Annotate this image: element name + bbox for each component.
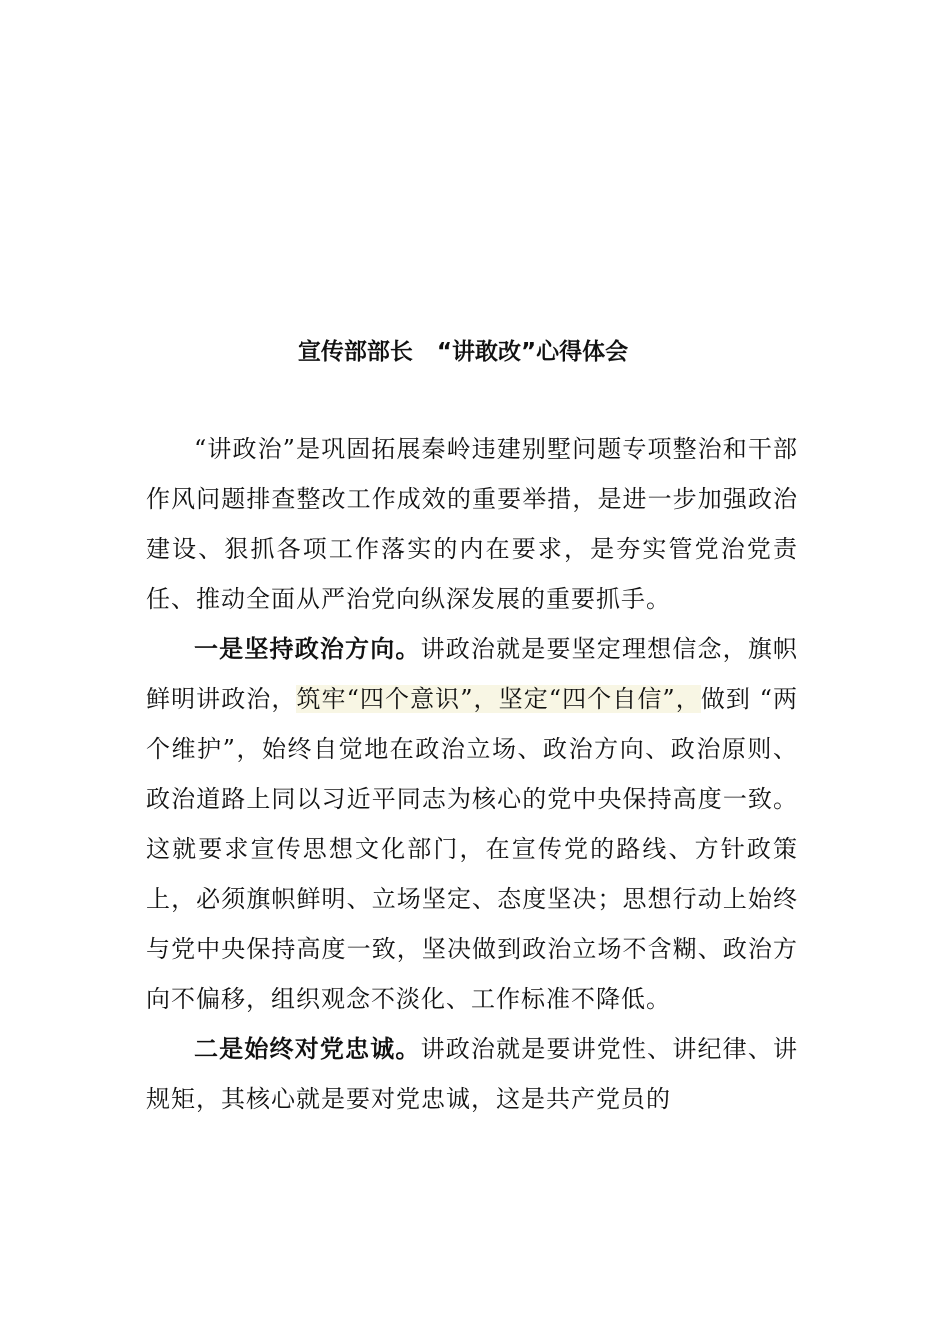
paragraph-intro [146,424,798,624]
document-title: 宣传部部长 “讲敢改”心得体会 [297,339,629,365]
document-body [146,424,798,1124]
paragraph-lead-loyalty: 二是始终对党忠诚。 [194,1035,421,1063]
paragraph-political-direction [146,624,798,1024]
paragraph-intro-text: “讲政治”是巩固拓展秦岭违建别墅问题专项整治和干部作风问题排查整改工作成效的重要举措，是进一步加强政治建设、狠抓各项工作落实的内在要求，是夯实管党治党责任、推动全面从严治党向纵深发展的重要抓手。 [146,435,798,613]
paragraph-lead-political-direction: 一是坚持政治方向。 [194,635,421,663]
paragraph-text-before-highlight: 讲政治就是要坚定理想信念，旗帜鲜明讲政治， [146,635,799,713]
paragraph-loyalty [146,1024,798,1124]
highlighted-text: 筑牢“四个意识”，坚定“四个自信”， [296,685,701,713]
paragraph-text-after-highlight: 做到 “两个维护”，始终自觉地在政治立场、政治方向、政治原则、政治道路上同以习近平同志为核心的党中央保持高度一致。这就要求宣传思想文化部门，在宣传党的路线、方针政策上，必须旗帜鲜明、立场坚定、态度坚决；思想行动上始终与党中央保持高度一致，坚决做到政治立场不含糊、政治方向不偏移，组织观念不淡化、工作标准不降低。 [146,685,798,1013]
paragraph-loyalty-text: 讲政治就是要讲党性、讲纪律、讲规矩，其核心就是要对党忠诚，这是共产党员的 [146,1035,799,1113]
